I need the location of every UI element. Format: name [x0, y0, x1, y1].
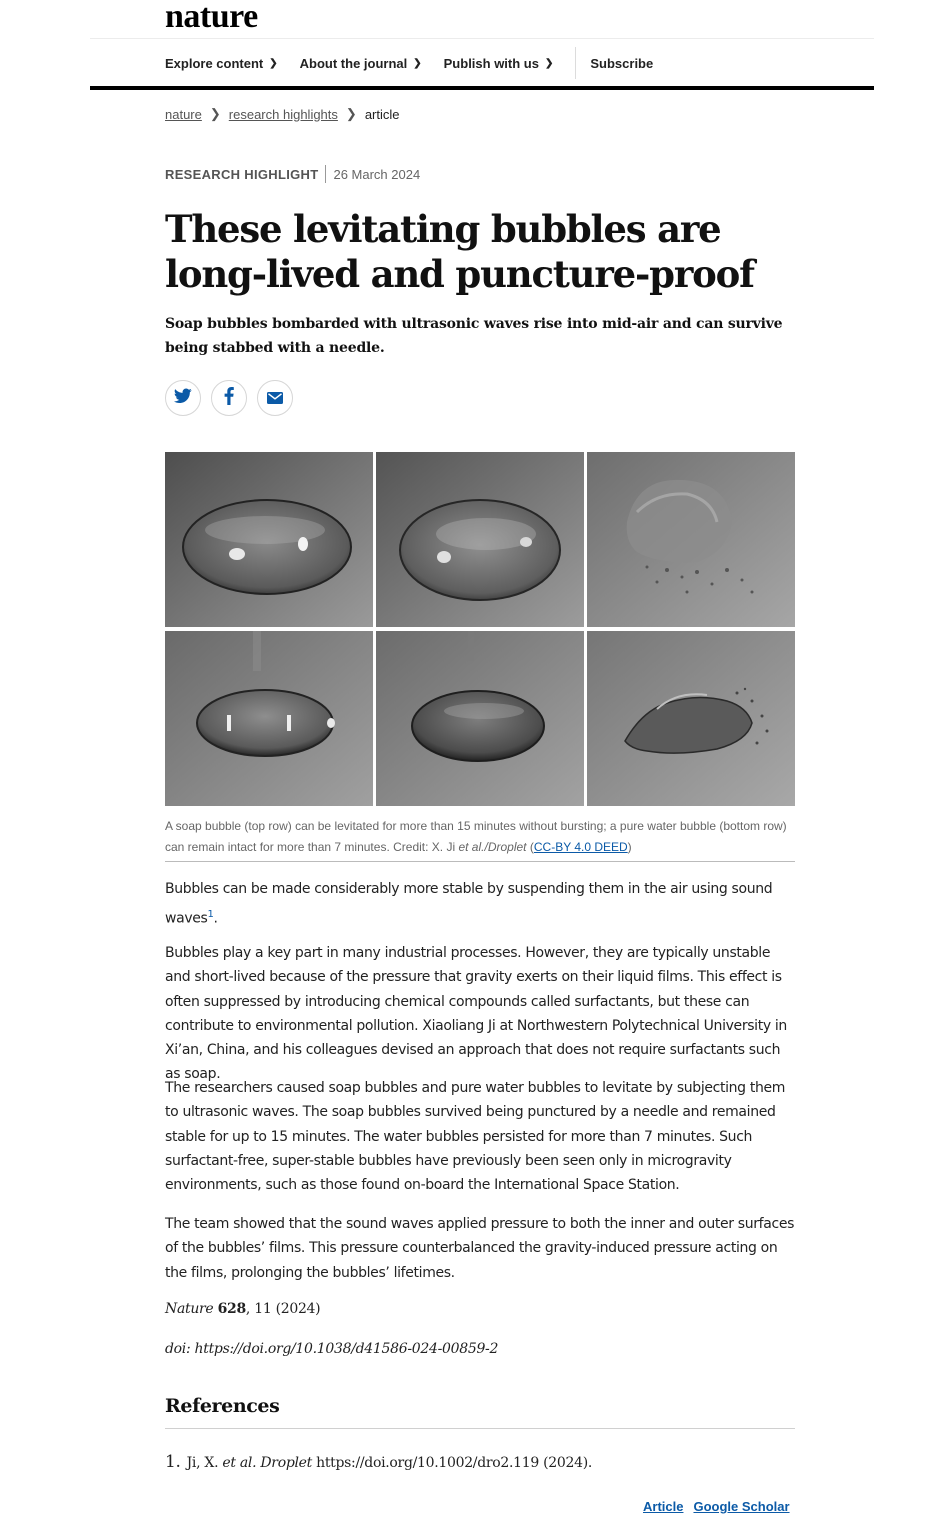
- caption-credit: et al./Droplet: [458, 840, 527, 854]
- article-type: RESEARCH HIGHLIGHT: [165, 166, 319, 182]
- nav-about-journal[interactable]: [300, 56, 422, 71]
- chevron-right-icon: ❯: [209, 106, 221, 121]
- nav-separator: [575, 47, 576, 79]
- citation-journal: Nature: [165, 1301, 214, 1317]
- caption-divider: [165, 861, 795, 862]
- nature-logo[interactable]: nature: [165, 0, 258, 35]
- reference-item: [165, 1452, 592, 1472]
- chevron-down-icon: ❯: [544, 57, 554, 69]
- references-heading: References: [165, 1395, 280, 1417]
- reference-rest: https://doi.org/10.1002/dro2.119 (2024).: [311, 1455, 593, 1471]
- reference-article-link[interactable]: Article: [643, 1499, 684, 1514]
- figure-panel-soap-burst: [587, 452, 795, 627]
- share-facebook-button[interactable]: [211, 380, 247, 416]
- body-paragraph-2: Bubbles play a key part in many industrial processes. However, they are typically unstable and short-lived because of the pressure that gravity exerts on their liquid films. This effect is often suppressed by introducing chemical compounds called surfactants, but these can contribute to environmental pollution. Xiaoliang Ji at Northwestern Polytechnical University in Xi’an, China, and his colleagues devised an approach that does not require surfactants such as soap.: [165, 945, 787, 1083]
- reference-authors: Ji, X.: [186, 1455, 223, 1471]
- figure-panel-water-intact: [165, 631, 373, 806]
- article-title: These levitating bubbles are long-lived and puncture-proof: [165, 207, 754, 296]
- nav-bottom-bar: [90, 86, 874, 90]
- reference-number: 1.: [165, 1452, 181, 1472]
- caption-paren-open: (: [526, 840, 534, 854]
- figure-panel-soap-intact: [165, 452, 373, 627]
- article-doi: doi: https://doi.org/10.1038/d41586-024-00859-2: [165, 1341, 499, 1357]
- reference-etal: et al.: [222, 1455, 257, 1471]
- figure-caption: [165, 816, 795, 858]
- breadcrumb-home[interactable]: nature: [165, 106, 202, 122]
- reference-links: [643, 1499, 790, 1514]
- nav-publish-with-us[interactable]: [444, 56, 554, 71]
- caption-paren-close: ): [627, 840, 632, 854]
- nav-explore-content[interactable]: [165, 56, 278, 71]
- breadcrumb-section[interactable]: research highlights: [228, 106, 338, 122]
- subscribe-link[interactable]: Subscribe: [590, 55, 654, 71]
- twitter-icon: [174, 388, 192, 409]
- license-link[interactable]: CC-BY 4.0 DEED: [533, 840, 628, 854]
- figure-panel-water-burst: [587, 631, 795, 806]
- citation-rest: , 11 (2024): [245, 1301, 321, 1317]
- body-paragraph-4: The team showed that the sound waves applied pressure to both the inner and outer surfaces of the bubbles’ films. This pressure counterbalanced the gravity-induced pressure acting on the films, prolonging the bubbles’ lifetimes.: [165, 1216, 795, 1281]
- reference-google-scholar-link[interactable]: Google Scholar: [693, 1499, 790, 1514]
- email-icon: [267, 388, 283, 409]
- meta-divider: [325, 165, 326, 183]
- figure-panel-soap-punctured: [376, 452, 584, 627]
- share-twitter-button[interactable]: [165, 380, 201, 416]
- citation-volume: 628: [217, 1301, 246, 1317]
- article-meta: [165, 165, 420, 183]
- bubble-figure: [165, 452, 795, 807]
- main-nav: [165, 50, 675, 76]
- reference-journal: Droplet: [256, 1455, 312, 1471]
- share-buttons: [165, 380, 293, 416]
- reference-text: [187, 1455, 592, 1471]
- body-paragraph-3: The researchers caused soap bubbles and pure water bubbles to levitate by subjecting them to ultrasonic waves. The soap bubbles survived being punctured by a needle and remained stable for up to 15 minutes. The water bubbles persisted for more than 7 minutes. Such surfactant-free, super-stable bubbles have previously been seen only in microgravity environments, such as those found on-board the International Space Station.: [165, 1080, 786, 1194]
- article-standfirst: Soap bubbles bombarded with ultrasonic waves rise into mid-air and can survive being stabbed with a needle.: [165, 316, 783, 356]
- chevron-right-icon: ❯: [345, 106, 357, 121]
- header-divider: [90, 38, 874, 39]
- nav-item-label: About the journal: [299, 55, 408, 71]
- breadcrumb-current: article: [364, 106, 400, 122]
- journal-citation: [165, 1301, 320, 1317]
- nav-item-label: Explore content: [165, 55, 264, 71]
- chevron-down-icon: ❯: [413, 57, 422, 69]
- breadcrumb: [165, 106, 400, 122]
- caption-text: A soap bubble (top row) can be levitated for more than 15 minutes without bursting; a pure water bubble (bottom row) can remain intact for more than 7 minutes. Credit: X. Ji: [165, 819, 787, 854]
- paragraph-end: .: [213, 910, 218, 927]
- nav-item-label: Publish with us: [443, 55, 539, 71]
- references-divider: [165, 1428, 795, 1429]
- chevron-down-icon: ❯: [269, 57, 278, 69]
- reference-link-1[interactable]: 1: [207, 909, 214, 921]
- body-paragraph-1: [165, 877, 795, 931]
- article-date: 26 March 2024: [333, 166, 421, 182]
- paragraph-text: Bubbles can be made considerably more stable by suspending them in the air using sound waves: [165, 881, 773, 927]
- facebook-icon: [224, 387, 234, 410]
- figure-panel-water-punctured: [376, 631, 584, 806]
- share-email-button[interactable]: [257, 380, 293, 416]
